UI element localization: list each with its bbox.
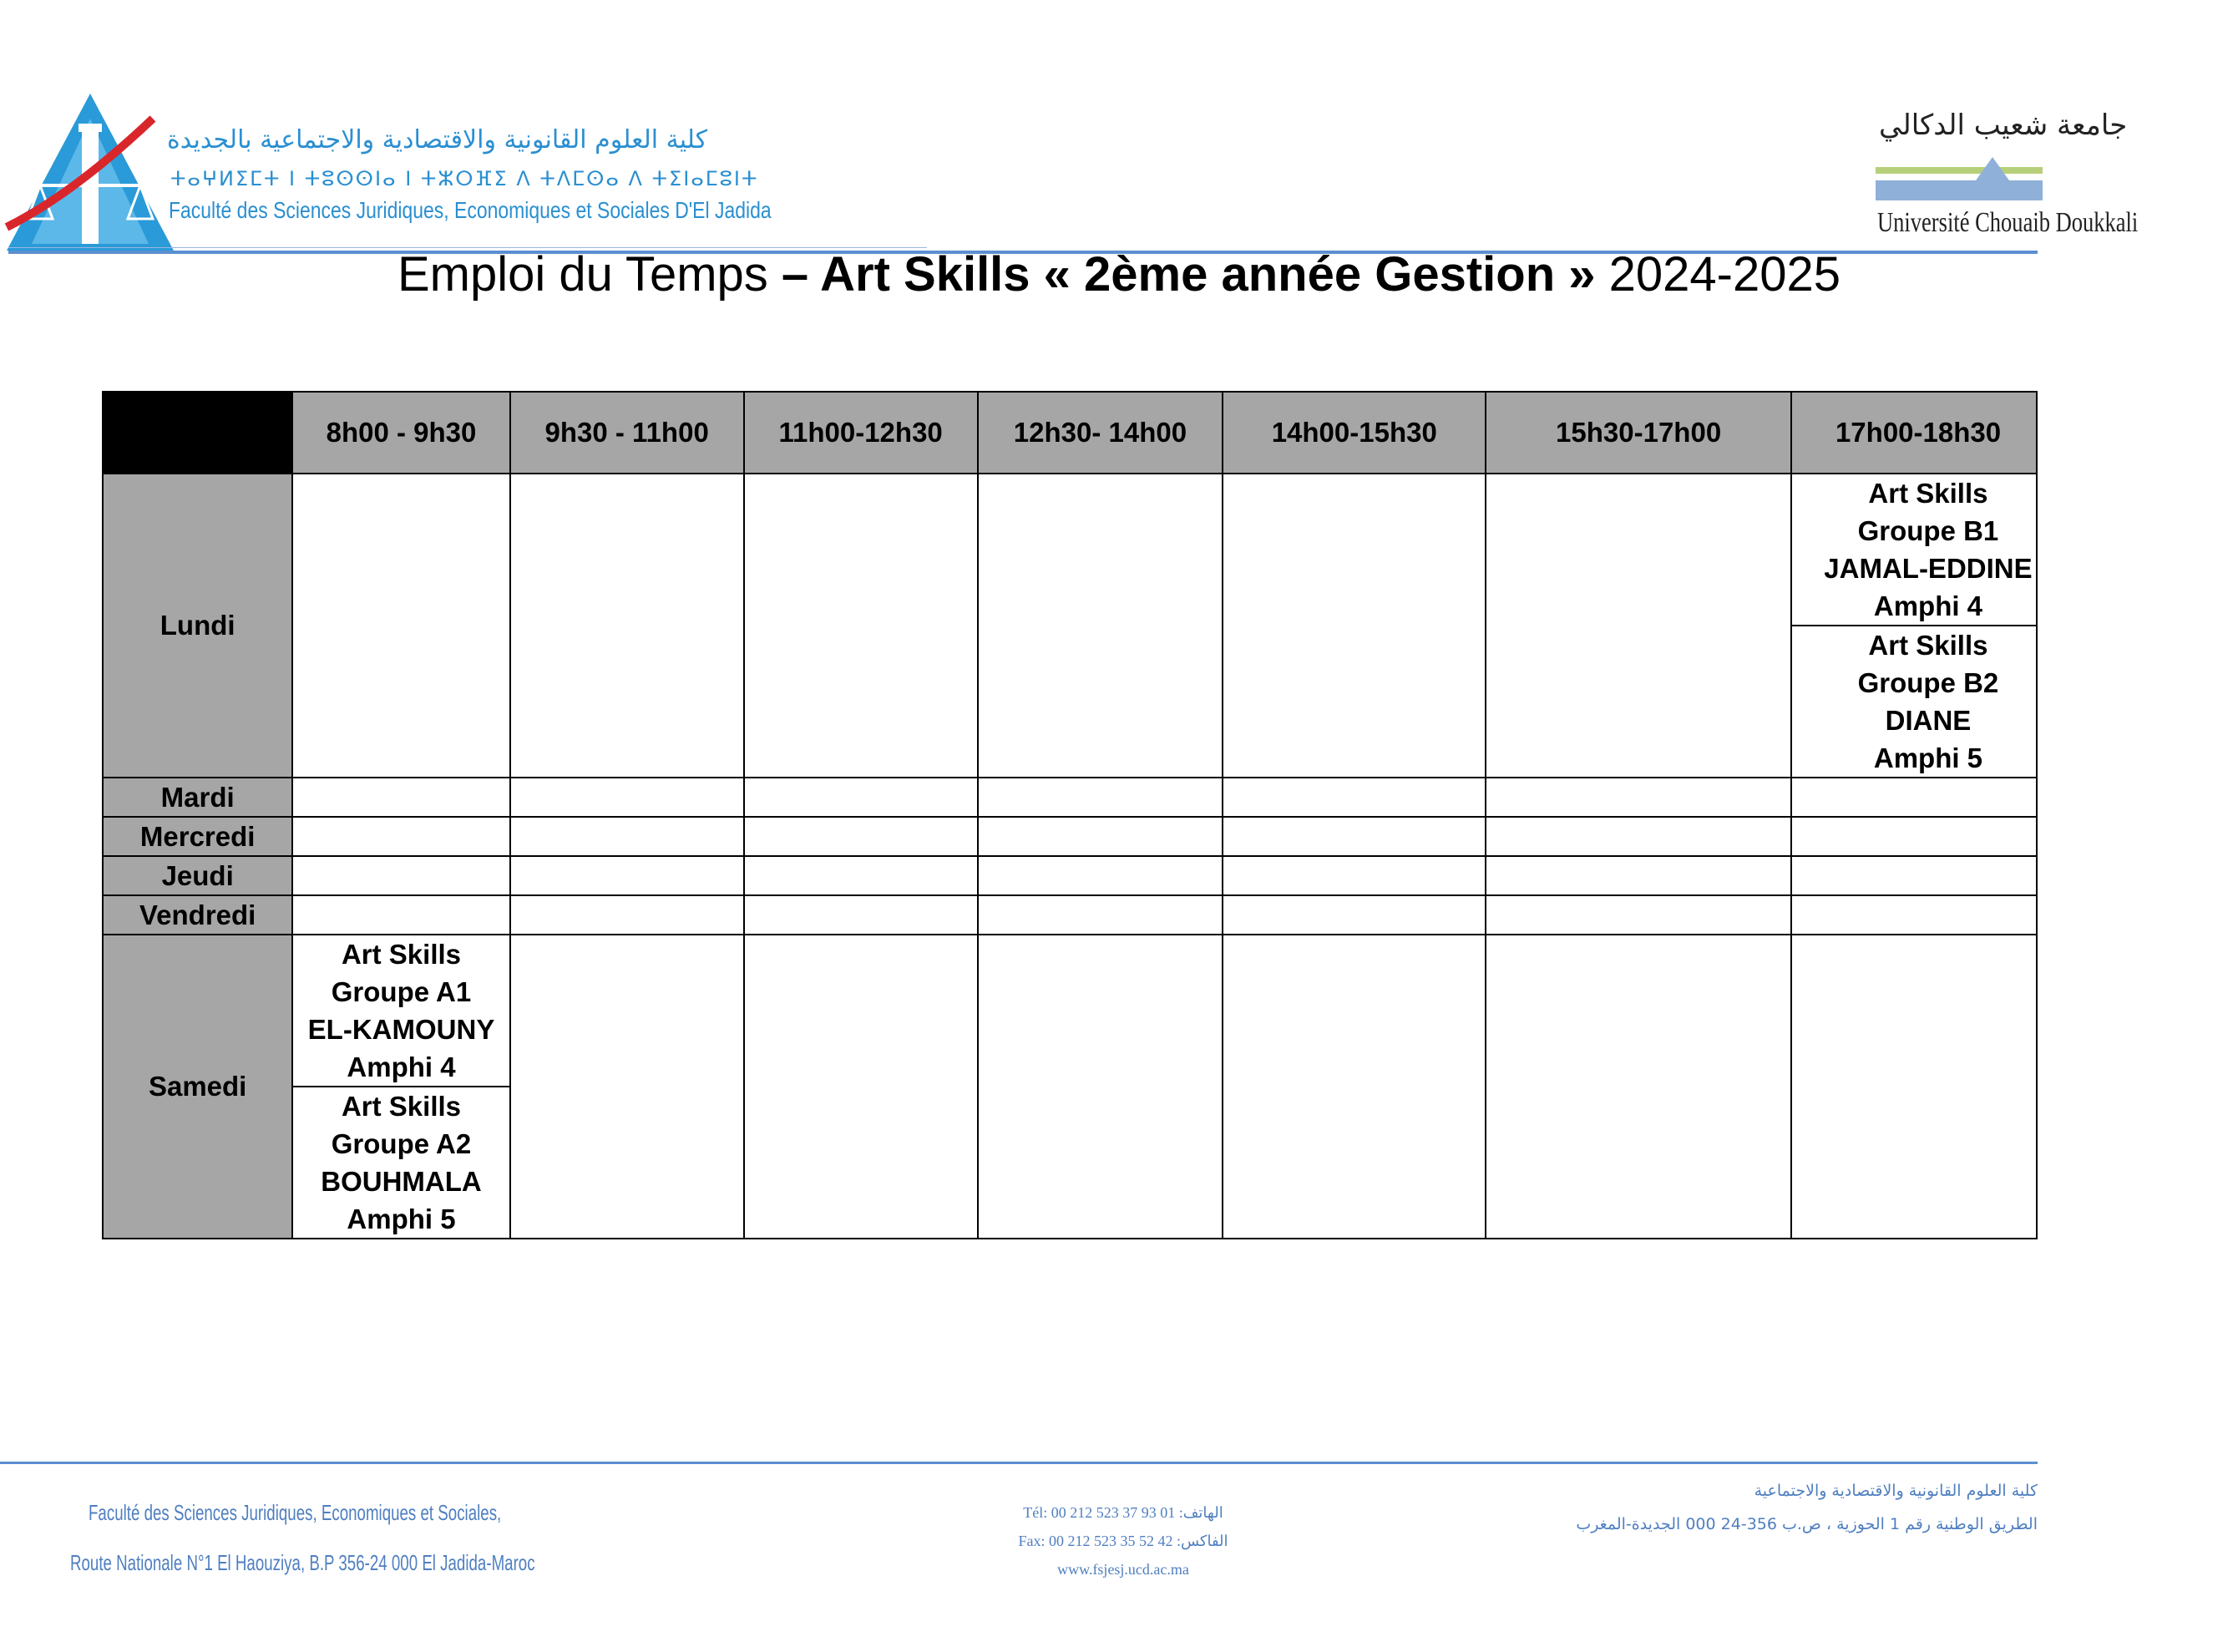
empty-cell — [1223, 935, 1486, 1239]
session-group: Groupe B2 — [1857, 667, 1999, 698]
session-teacher: DIANE — [1885, 705, 1972, 736]
footer-website: www.fsjesj.ucd.ac.ma — [1057, 1561, 1189, 1578]
slot-header: 15h30-17h00 — [1486, 392, 1791, 474]
day-row-jeudi — [103, 856, 2037, 895]
day-row-mercredi — [103, 817, 2037, 856]
empty-cell — [744, 778, 978, 817]
session-block — [293, 935, 509, 1086]
day-label: Samedi — [103, 935, 292, 1239]
empty-cell — [978, 817, 1223, 856]
day-row-vendredi — [103, 895, 2037, 935]
empty-cell — [978, 935, 1223, 1239]
empty-cell — [1791, 817, 2037, 856]
university-name-arabic: جامعة شعيب الدكالي — [1879, 109, 2128, 142]
empty-cell — [1791, 935, 2037, 1239]
empty-cell — [978, 895, 1223, 935]
session-teacher: BOUHMALA — [321, 1166, 482, 1197]
day-label: Mardi — [103, 778, 292, 817]
day-label: Mercredi — [103, 817, 292, 856]
title-part-1: Emploi du Temps — [397, 247, 782, 302]
slot-header-label: 17h00-18h30 — [1835, 417, 2002, 448]
time-header-row — [103, 392, 2037, 474]
footer-arabic-line1: كلية العلوم القانونية والاقتصادية والاجتماعية — [1754, 1482, 2038, 1500]
empty-cell — [978, 856, 1223, 895]
faculty-name-arabic: كلية العلوم القانونية والاقتصادية والاجتماعية بالجديدة — [167, 125, 707, 155]
session-room: Amphi 5 — [1873, 742, 1983, 773]
faculty-name-french: Faculté des Sciences Juridiques, Economiques et Sociales D'El Jadida — [169, 197, 772, 223]
title-part-3: 2024-2025 — [1595, 247, 1841, 302]
footer-contact — [985, 1498, 1261, 1584]
slot-header: 14h00-15h30 — [1223, 392, 1486, 474]
slot-header: 8h00 - 9h30 — [292, 392, 509, 474]
empty-cell — [1791, 778, 2037, 817]
session-course: Art Skills — [341, 939, 462, 970]
empty-cell — [1223, 778, 1486, 817]
empty-cell — [510, 935, 744, 1239]
empty-cell — [510, 778, 744, 817]
empty-cell — [510, 474, 744, 778]
session-block — [1792, 474, 2036, 625]
empty-cell — [292, 895, 509, 935]
empty-cell — [978, 778, 1223, 817]
day-label: Jeudi — [103, 856, 292, 895]
slot-header: 12h30- 14h00 — [978, 392, 1223, 474]
empty-cell — [1486, 935, 1791, 1239]
session-room: Amphi 4 — [347, 1052, 456, 1082]
footer-fax: Fax: 00 212 523 35 52 42 :الفاكس — [1018, 1533, 1228, 1549]
session-course: Art Skills — [1868, 478, 1988, 509]
session-teacher: JAMAL-EDDINE — [1824, 553, 2033, 584]
empty-cell — [1486, 474, 1791, 778]
empty-cell — [1486, 778, 1791, 817]
empty-cell — [744, 817, 978, 856]
empty-cell — [1223, 856, 1486, 895]
faculty-logo — [7, 94, 174, 251]
empty-cell — [1791, 895, 2037, 935]
empty-cell — [510, 895, 744, 935]
empty-cell — [1486, 856, 1791, 895]
empty-cell — [1791, 856, 2037, 895]
day-label: Lundi — [103, 474, 292, 778]
footer-address-line1: Faculté des Sciences Juridiques, Economiques et Sociales, — [89, 1500, 502, 1525]
page-title — [0, 246, 2238, 302]
empty-cell — [292, 856, 509, 895]
day-row-lundi — [103, 474, 2037, 778]
session-room: Amphi 5 — [347, 1204, 456, 1234]
empty-cell — [1223, 474, 1486, 778]
empty-cell — [744, 895, 978, 935]
day-label: Vendredi — [103, 895, 292, 935]
session-block — [293, 1086, 509, 1238]
empty-cell — [1486, 817, 1791, 856]
session-block — [1792, 625, 2036, 777]
day-row-samedi — [103, 935, 2037, 1239]
empty-cell — [1486, 895, 1791, 935]
session-group: Groupe A1 — [331, 976, 472, 1007]
footer-arabic-line2: الطريق الوطنية رقم 1 الحوزية ، ص.ب 356-24 000 الجديدة-المغرب — [1576, 1515, 2038, 1533]
empty-cell — [744, 935, 978, 1239]
empty-cell — [744, 474, 978, 778]
empty-cell — [292, 778, 509, 817]
university-logo — [1876, 155, 2043, 205]
session-teacher: EL-KAMOUNY — [307, 1014, 495, 1045]
empty-cell — [510, 817, 744, 856]
session-group: Groupe B1 — [1857, 515, 1999, 546]
empty-cell — [1223, 817, 1486, 856]
empty-cell — [292, 817, 509, 856]
session-room: Amphi 4 — [1873, 590, 1983, 621]
empty-cell — [1223, 895, 1486, 935]
session-course: Art Skills — [341, 1091, 462, 1122]
empty-cell — [978, 474, 1223, 778]
session-cell-lundi-17h — [1791, 474, 2037, 778]
empty-cell — [744, 856, 978, 895]
corner-cell — [103, 392, 292, 474]
empty-cell — [510, 856, 744, 895]
faculty-name-tifinagh: ⵜⴰⵖⵍⵉⵎⵜ ⵏ ⵜⵓⵙⵙⵏⴰ ⵏ ⵜⵣⵔⴼⵉ ⴷ ⵜⴷⵎⵙⴰ ⴷ ⵜⵉⵏⴰⵎⵓⵏⵜ — [170, 167, 759, 190]
empty-cell — [292, 474, 509, 778]
session-course: Art Skills — [1868, 630, 1988, 661]
day-row-mardi — [103, 778, 2037, 817]
session-group: Groupe A2 — [331, 1128, 472, 1159]
title-part-2: – Art Skills « 2ème année Gestion » — [781, 247, 1596, 302]
university-name-french: Université Chouaib Doukkali — [1877, 207, 2139, 238]
schedule-table — [102, 391, 2038, 1239]
session-cell-samedi-8h — [292, 935, 509, 1239]
footer-rule — [0, 1462, 2038, 1464]
footer-phone: Tél: 00 212 523 37 93 01 :الهاتف — [1023, 1504, 1223, 1521]
footer-address-line2: Route Nationale N°1 El Haouziya, B.P 356-24 000 El Jadida-Maroc — [70, 1550, 535, 1575]
slot-header: 11h00-12h30 — [744, 392, 978, 474]
slot-header: 9h30 - 11h00 — [510, 392, 744, 474]
slot-header — [1791, 392, 2037, 474]
